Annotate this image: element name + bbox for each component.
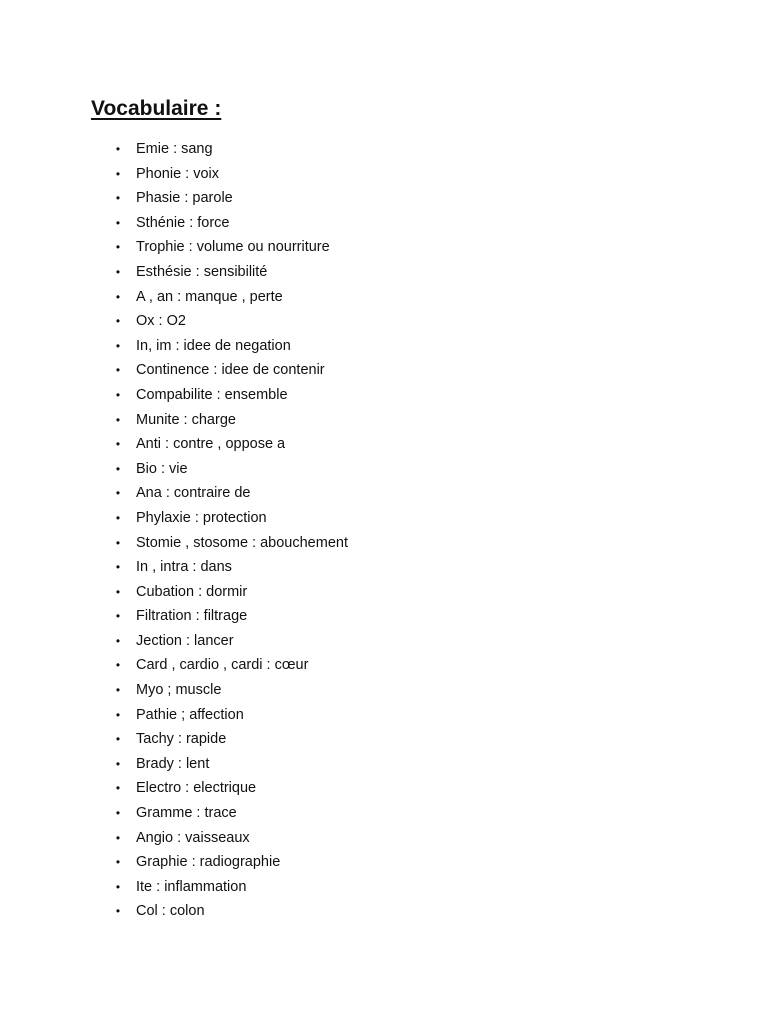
vocabulary-term: Emie : sang [136, 141, 213, 157]
vocabulary-term: Ite : inflammation [136, 878, 247, 895]
vocabulary-term: Graphie : radiographie [136, 854, 281, 871]
vocabulary-term: Anti : contre , oppose a [136, 436, 286, 453]
vocabulary-term: Cubation : dormir [136, 583, 248, 600]
bullet-icon: • [115, 142, 121, 156]
vocabulary-term: Trophie : volume ou nourriture [136, 239, 330, 256]
vocabulary-term: Col : colon [136, 903, 205, 920]
bullet-icon: • [115, 756, 121, 771]
vocabulary-term: Compabilite : ensemble [136, 386, 288, 403]
bullet-icon: • [115, 830, 121, 845]
bullet-icon: • [115, 437, 121, 452]
vocabulary-term: Card , cardio , cardi : cœur [136, 657, 309, 674]
vocabulary-term: Myo ; muscle [136, 682, 222, 699]
bullet-icon: • [115, 264, 121, 279]
bullet-icon: • [115, 584, 121, 599]
vocabulary-term: Munite : charge [136, 411, 236, 428]
bullet-icon: • [115, 855, 121, 870]
bullet-icon: • [115, 191, 121, 206]
bullet-icon: • [115, 166, 121, 181]
vocabulary-term: Gramme : trace [136, 805, 237, 822]
bullet-icon: • [115, 510, 121, 525]
vocabulary-term: Filtration : filtrage [136, 608, 248, 625]
vocabulary-term: Phasie : parole [136, 190, 233, 207]
vocabulary-term: A , an : manque , perte [136, 288, 283, 305]
bullet-icon: • [115, 683, 121, 698]
bullet-icon: • [115, 289, 121, 304]
bullet-icon: • [115, 535, 121, 550]
vocabulary-term: Continence : idee de contenir [136, 362, 325, 379]
vocabulary-term: Sthénie : force [136, 214, 230, 231]
vocabulary-term: Brady : lent [136, 755, 210, 772]
vocabulary-term: Angio : vaisseaux [136, 829, 250, 846]
vocabulary-term: In , intra : dans [136, 559, 232, 576]
bullet-icon: • [115, 486, 121, 501]
bullet-icon: • [115, 412, 121, 427]
bullet-icon: • [115, 461, 121, 476]
bullet-icon: • [115, 240, 121, 255]
bullet-icon: • [115, 609, 121, 624]
bullet-icon: • [115, 781, 121, 796]
vocabulary-term: Ox : O2 [136, 313, 186, 330]
bullet-icon: • [115, 363, 121, 378]
vocabulary-term: In, im : idee de negation [136, 337, 291, 354]
bullet-icon: • [115, 707, 121, 722]
vocabulary-term: Electro : electrique [136, 780, 257, 797]
bullet-icon: • [115, 806, 121, 821]
bullet-icon: • [115, 633, 121, 648]
vocabulary-term: Tachy : rapide [136, 731, 227, 748]
bullet-icon: • [115, 314, 121, 329]
vocabulary-term: Bio : vie [136, 460, 188, 477]
page-title: Vocabulaire : [91, 97, 222, 120]
vocabulary-term: Ana : contraire de [136, 485, 251, 502]
bullet-icon: • [115, 215, 121, 230]
vocabulary-term: Phylaxie : protection [136, 509, 267, 526]
vocabulary-term: Stomie , stosome : abouchement [136, 534, 348, 551]
bullet-icon: • [115, 658, 121, 673]
vocabulary-term: Pathie ; affection [136, 706, 244, 723]
bullet-icon: • [115, 387, 121, 402]
vocabulary-term: Esthésie : sensibilité [136, 263, 268, 280]
bullet-icon: • [115, 560, 121, 575]
bullet-icon: • [115, 732, 121, 747]
bullet-icon: • [115, 338, 121, 353]
vocabulary-term: Phonie : voix [136, 165, 220, 182]
bullet-icon: • [115, 879, 121, 894]
vocabulary-term: Jection : lancer [136, 632, 234, 649]
bullet-icon: • [115, 904, 121, 919]
